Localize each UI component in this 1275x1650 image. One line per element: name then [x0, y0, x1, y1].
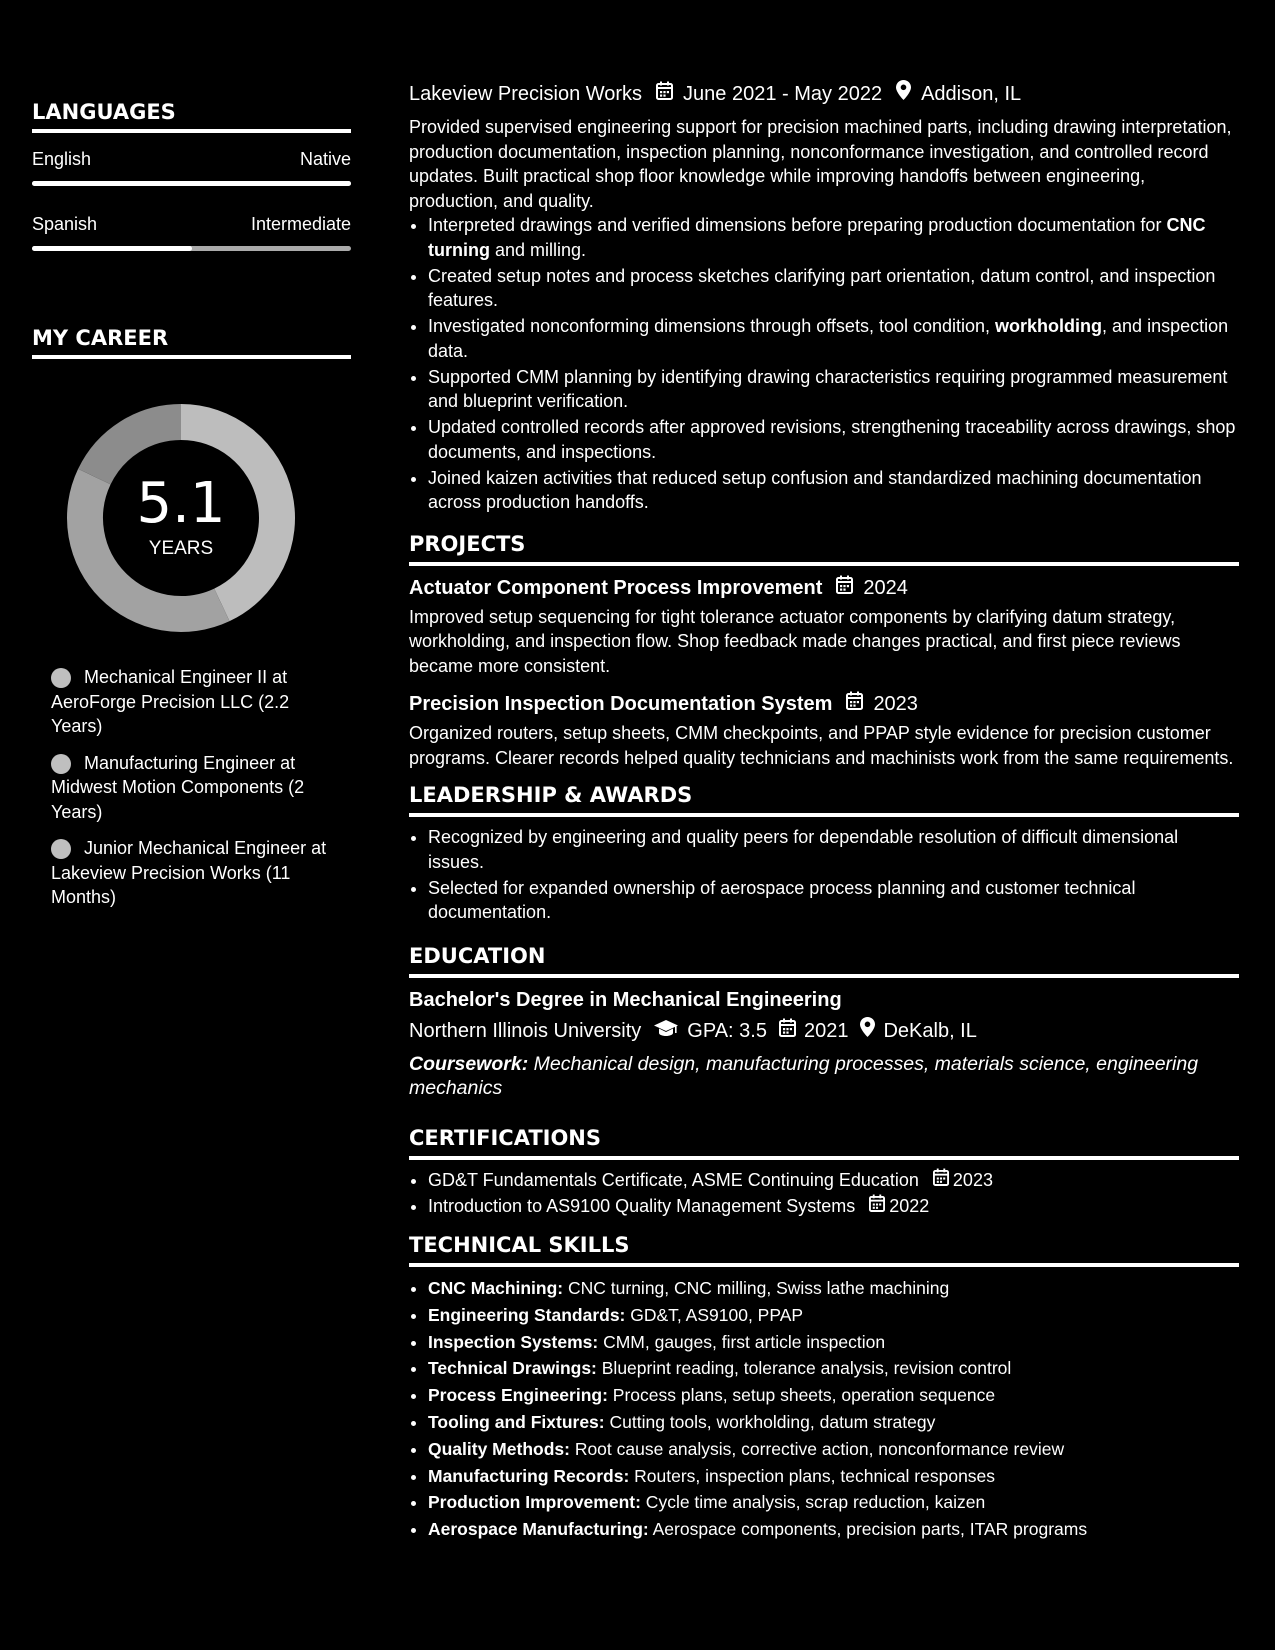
project-item [409, 690, 1239, 770]
coursework-text: Mechanical design, manufacturing processes, materials science, engineering mechanics [409, 1052, 1199, 1099]
circle-icon [51, 839, 71, 859]
skills-heading: TECHNICAL SKILLS [409, 1233, 630, 1257]
skill-item: • Production Improvement: Cycle time analysis, scrap reduction, kaizen [428, 1489, 1239, 1516]
language-proficiency-fill [32, 246, 192, 251]
calendar-icon [836, 574, 853, 602]
skill-item: • Process Engineering: Process plans, setup sheets, operation sequence [428, 1382, 1239, 1409]
certifications-section [409, 1125, 1239, 1219]
skill-item: • Tooling and Fixtures: Cutting tools, workholding, datum strategy [428, 1409, 1239, 1436]
skill-item: • Inspection Systems: CMM, gauges, first article inspection [428, 1329, 1239, 1356]
certification-year: 2022 [889, 1195, 930, 1216]
project-year: 2023 [873, 693, 918, 715]
calendar-icon [656, 81, 673, 107]
skills-list [409, 1275, 1239, 1543]
language-level: Intermediate [250, 214, 351, 234]
language-name: Spanish [32, 214, 98, 234]
job-bullet: • Interpreted drawings and verified dimensions before preparing production documentation for CNC turning and milling. [428, 213, 1239, 262]
education-section [409, 943, 1239, 1101]
language-proficiency-bar [32, 181, 351, 186]
projects-rule [409, 562, 1239, 566]
education-degree: Bachelor's Degree in Mechanical Engineering [409, 988, 842, 1011]
experience-entry [409, 80, 1239, 515]
language-item [32, 149, 351, 186]
left-column [32, 100, 351, 922]
circle-icon [51, 668, 71, 688]
certification-item [428, 1194, 1239, 1219]
project-year: 2024 [863, 576, 908, 599]
languages-heading: LANGUAGES [32, 100, 176, 124]
coursework-label: Coursework: [409, 1052, 529, 1075]
leadership-heading: LEADERSHIP & AWARDS [409, 783, 693, 807]
career-total-unit: YEARS [148, 538, 214, 559]
education-year: 2021 [803, 1019, 849, 1042]
calendar-icon [933, 1168, 949, 1193]
leadership-item: • Selected for expanded ownership of aerospace process planning and customer technical documentation. [428, 876, 1239, 925]
job-company: Lakeview Precision Works [409, 82, 643, 105]
project-description: Improved setup sequencing for tight tolerance actuator components by clarifying datum strategy, workholding, and inspection flow. Shop feedback made changes practical, and first piece reviews became more consistent. [409, 606, 1181, 676]
skill-item: • Engineering Standards: GD&T, AS9100, PPAP [428, 1302, 1239, 1329]
certifications-heading: CERTIFICATIONS [409, 1125, 602, 1150]
job-bullet: • Updated controlled records after approved revisions, strengthening traceability across drawings, shop documents, and inspections. [428, 415, 1239, 464]
language-proficiency-bar [32, 246, 351, 251]
education-location: DeKalb, IL [883, 1019, 977, 1042]
career-list [51, 665, 341, 910]
leadership-rule [409, 813, 1239, 817]
calendar-icon [846, 690, 863, 718]
projects-section [409, 531, 1239, 771]
job-summary: Provided supervised engineering support for precision machined parts, including drawing interpretation, production documentation, inspection planning, nonconformance investigation, and controlled record updates. Built practical shop floor knowledge while improving handoffs between engineering, production, and quality. [409, 117, 1232, 211]
education-school: Northern Illinois University [409, 1019, 642, 1042]
certification-year: 2023 [952, 1169, 993, 1190]
leadership-list [409, 825, 1239, 925]
leadership-section [409, 782, 1239, 925]
language-proficiency-fill [32, 181, 351, 186]
education-gpa: GPA: 3.5 [687, 1019, 767, 1042]
job-bullet: • Investigated nonconforming dimensions through offsets, tool condition, workholding, and inspection data. [428, 314, 1239, 363]
education-heading: EDUCATION [409, 943, 546, 968]
skills-rule [409, 1263, 1239, 1267]
skill-item: • Technical Drawings: Blueprint reading, tolerance analysis, revision control [428, 1355, 1239, 1382]
map-pin-icon [896, 80, 911, 107]
project-title: Precision Inspection Documentation System [409, 693, 833, 715]
education-coursework [409, 1052, 1239, 1101]
education-rule [409, 974, 1239, 978]
language-item [32, 214, 351, 251]
project-title: Actuator Component Process Improvement [409, 576, 823, 599]
certifications-list [409, 1168, 1239, 1219]
skill-item: • CNC Machining: CNC turning, CNC milling, Swiss lathe machining [428, 1275, 1239, 1302]
career-rule [32, 355, 351, 359]
job-bullet: • Created setup notes and process sketches clarifying part orientation, datum control, and inspection features. [428, 264, 1239, 313]
job-bullets [409, 213, 1239, 515]
language-name: English [32, 149, 92, 169]
career-item: Junior Mechanical Engineer at Lakeview Precision Works (11 Months) [51, 838, 327, 907]
skill-item: • Manufacturing Records: Routers, inspection plans, technical responses [428, 1463, 1239, 1490]
skill-item: • Aerospace Manufacturing: Aerospace components, precision parts, ITAR programs [428, 1516, 1239, 1543]
circle-icon [51, 754, 71, 774]
certification-name: GD&T Fundamentals Certificate, ASME Continuing Education [428, 1169, 919, 1190]
calendar-icon [869, 1194, 885, 1219]
job-location: Addison, IL [921, 82, 1022, 105]
certification-item [428, 1168, 1239, 1193]
certifications-rule [409, 1156, 1239, 1160]
map-pin-icon [860, 1016, 875, 1046]
languages-rule [32, 129, 351, 133]
skills-section [409, 1232, 1239, 1543]
job-dates: June 2021 - May 2022 [683, 82, 883, 105]
job-bullet: • Supported CMM planning by identifying drawing characteristics requiring programmed measurement and blueprint verification. [428, 365, 1239, 414]
career-item: Manufacturing Engineer at Midwest Motion Components (2 Years) [51, 752, 305, 822]
project-description: Organized routers, setup sheets, CMM checkpoints, and PPAP style evidence for precision customer programs. Clearer records helped quality technicians and machinists work from the same requirements. [409, 723, 1234, 768]
skill-item: • Quality Methods: Root cause analysis, corrective action, nonconformance review [428, 1436, 1239, 1463]
graduation-cap-icon [653, 1016, 679, 1046]
job-bullet: • Joined kaizen activities that reduced setup confusion and standardized machining documentation across production handoffs. [428, 466, 1239, 515]
project-item [409, 574, 1239, 679]
leadership-item: • Recognized by engineering and quality peers for dependable resolution of difficult dimensional issues. [428, 825, 1239, 874]
calendar-icon [779, 1016, 796, 1046]
career-item: Mechanical Engineer II at AeroForge Precision LLC (2.2 Years) [51, 667, 290, 736]
career-heading: MY CAREER [32, 326, 169, 350]
projects-heading: PROJECTS [409, 531, 526, 556]
language-level: Native [299, 149, 351, 169]
career-donut-chart [66, 403, 296, 633]
career-total-years: 5.1 [136, 471, 226, 536]
certification-name: Introduction to AS9100 Quality Management Systems [428, 1195, 856, 1216]
right-column [409, 80, 1239, 1543]
